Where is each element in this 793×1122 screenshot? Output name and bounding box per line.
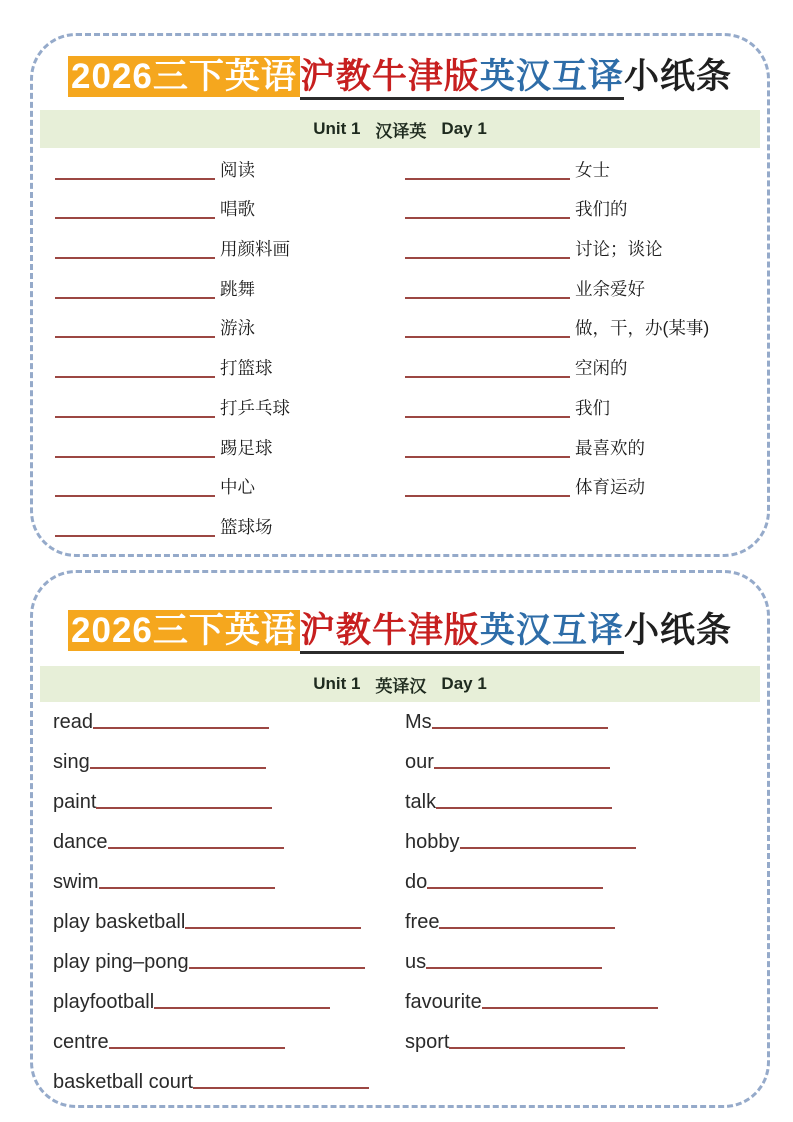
vocab-row [55,261,405,301]
answer-blank-line [405,257,570,259]
vocab-rows [33,694,767,1094]
answer-blank-line [55,535,215,537]
vocab-row [405,420,767,460]
vocab-row [53,774,405,814]
answer-blank-line [154,1007,330,1009]
english-word: our [405,751,434,773]
english-word: dance [53,831,108,853]
unit-label: Unit 1 [313,674,361,693]
answer-blank-line [405,336,570,338]
vocab-row [55,301,405,341]
chinese-word: 女士 [575,159,610,180]
chinese-word: 空闲的 [575,358,628,379]
chinese-word: 踢足球 [220,437,273,458]
chinese-word: 最喜欢的 [575,437,645,458]
answer-blank-line [405,416,570,418]
vocab-row [405,142,767,182]
answer-blank-line [90,767,266,769]
vocab-row [405,734,767,774]
answer-blank-line [55,336,215,338]
answer-blank-line [434,767,610,769]
title-year-highlight: 2026三下英语 [68,610,300,651]
answer-blank-line [405,217,570,219]
answer-blank-line [426,967,602,969]
answer-blank-line [185,927,361,929]
answer-blank-line [436,807,612,809]
answer-blank-line [405,178,570,180]
worksheet-title [33,55,767,99]
chinese-word: 跳舞 [220,278,255,299]
answer-blank-line [55,495,215,497]
vocab-row [405,301,767,341]
chinese-word: 打篮球 [220,358,273,379]
vocab-row [53,854,405,894]
english-word: free [405,911,440,933]
answer-blank-line [108,847,284,849]
answer-blank-line [55,217,215,219]
english-word: sport [405,1031,450,1053]
vocab-row [405,380,767,420]
english-word: favourite [405,991,482,1013]
answer-blank-line [405,456,570,458]
answer-blank-line [432,727,608,729]
vocab-row [53,1054,405,1094]
vocab-row [405,182,767,222]
english-word: do [405,871,428,893]
english-word: play basketball [53,911,186,933]
vocab-row [55,460,405,500]
vocab-row [55,380,405,420]
chinese-word: 唱歌 [220,199,255,220]
chinese-word: 篮球场 [220,516,273,537]
vocab-row [55,340,405,380]
answer-blank-line [55,178,215,180]
chinese-word: 打乒乓球 [220,397,290,418]
title-edition-segment: 沪教牛津版 [300,57,480,100]
chinese-word: 游泳 [220,318,255,339]
title-edition-segment: 沪教牛津版 [300,611,480,654]
title-year-highlight: 2026三下英语 [68,56,300,97]
answer-blank-line [189,967,365,969]
vocab-row [405,694,767,734]
vocab-column-right [405,694,767,1094]
day-label: Day 1 [441,674,487,693]
vocab-row [55,420,405,460]
answer-blank-line [427,887,603,889]
answer-blank-line [405,376,570,378]
mode-label: 英译汉 [375,676,427,696]
vocab-row [405,894,767,934]
title-note-segment: 小纸条 [623,611,732,650]
vocab-column-left [33,142,405,539]
chinese-word: 业余爱好 [575,278,645,299]
vocab-row [55,499,405,539]
answer-blank-line [96,807,272,809]
answer-blank-line [449,1047,625,1049]
vocab-row [53,694,405,734]
answer-blank-line [55,297,215,299]
day-label: Day 1 [441,119,487,138]
answer-blank-line [482,1007,658,1009]
english-word: paint [53,791,97,813]
answer-blank-line [109,1047,285,1049]
chinese-word: 阅读 [220,159,255,180]
answer-blank-line [460,847,636,849]
unit-label: Unit 1 [313,119,361,138]
vocab-column-left [33,694,405,1094]
vocab-row [53,734,405,774]
worksheet-title [33,609,767,653]
english-word: play ping–pong [53,951,189,973]
english-word: us [405,951,427,973]
english-word: read [53,711,94,733]
vocab-row [405,854,767,894]
english-word: sing [53,751,90,773]
vocab-row [405,261,767,301]
mode-label: 汉译英 [375,121,427,141]
answer-blank-line [99,887,275,889]
vocab-row [55,221,405,261]
worksheet-card-top [30,33,770,557]
english-word: Ms [405,711,432,733]
vocab-row [405,1014,767,1054]
chinese-word: 做，干，办(某事) [575,318,710,339]
answer-blank-line [405,297,570,299]
vocab-row [53,934,405,974]
answer-blank-line [55,257,215,259]
answer-blank-line [405,495,570,497]
english-word: talk [405,791,437,813]
chinese-word: 用颜料画 [220,239,290,260]
vocab-row [55,182,405,222]
title-note-segment: 小纸条 [623,57,732,96]
vocab-row [405,460,767,500]
vocab-row [405,221,767,261]
vocab-row [53,814,405,854]
answer-blank-line [55,416,215,418]
english-word: hobby [405,831,460,853]
chinese-word: 中心 [220,477,255,498]
chinese-word: 我们 [575,397,610,418]
vocab-row [53,974,405,1014]
title-translation-segment: 英汉互译 [480,611,624,654]
vocab-column-right [405,142,767,539]
english-word: playfootball [53,991,155,1013]
chinese-word: 讨论；谈论 [575,239,663,260]
vocab-row [405,974,767,1014]
answer-blank-line [55,376,215,378]
chinese-word: 我们的 [575,199,628,220]
vocab-rows [33,142,767,539]
vocab-row [405,814,767,854]
worksheet-card-bottom [30,570,770,1108]
vocab-row [405,774,767,814]
english-word: basketball court [53,1071,194,1093]
answer-blank-line [93,727,269,729]
vocab-row [53,1014,405,1054]
vocab-row [55,142,405,182]
vocab-row [53,894,405,934]
vocab-row [405,934,767,974]
answer-blank-line [193,1087,369,1089]
vocab-row [405,340,767,380]
answer-blank-line [55,456,215,458]
english-word: swim [53,871,99,893]
answer-blank-line [439,927,615,929]
title-translation-segment: 英汉互译 [480,57,624,100]
english-word: centre [53,1031,109,1053]
chinese-word: 体育运动 [575,477,645,498]
